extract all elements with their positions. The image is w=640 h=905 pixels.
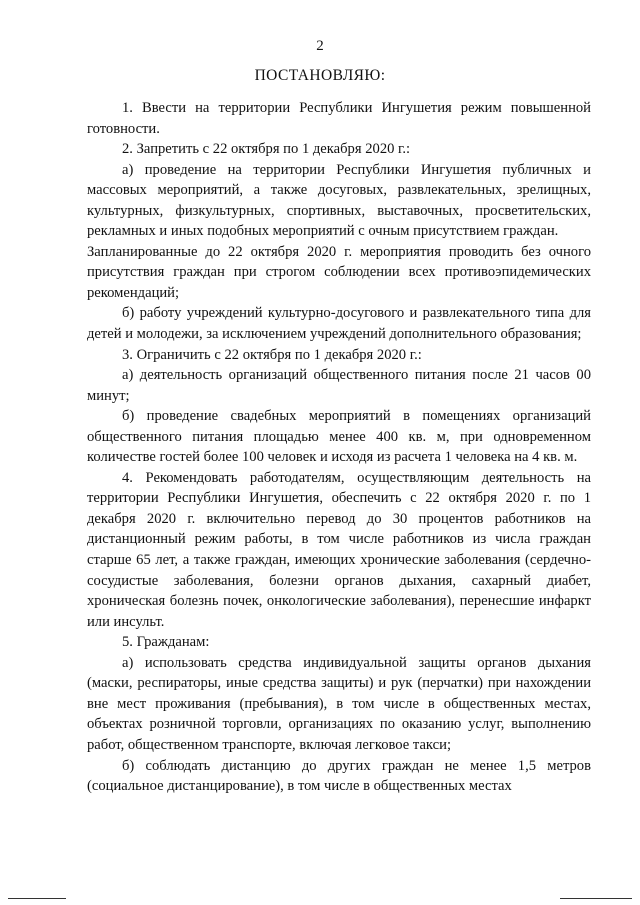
paragraph-2: 2. Запретить с 22 октября по 1 декабря 2020 г.: bbox=[122, 141, 411, 158]
paragraph-2a-continued: Запланированные до 22 октября 2020 г. мероприятия проводить без очного присутствия граждан при строгом соблюдении всех противоэпидемических рекомендаций; bbox=[87, 243, 591, 301]
paragraph-3a: а) деятельность организаций общественного питания после 21 часов 00 минут; bbox=[87, 367, 591, 404]
paragraph-5a: а) использовать средства индивидуальной защиты органов дыхания (маски, респираторы, иные средства защиты) и рук (перчатки) при нахождении вне мест проживания (пребывания), в том числе в общественных местах, объектах розничной торговли, организациях по оказанию услуг, выполнению работ, общественном транспорте, включая легковое такси; bbox=[87, 654, 591, 753]
page-number: 2 bbox=[316, 38, 324, 54]
decree-body bbox=[87, 98, 591, 797]
paragraph-5: 5. Гражданам: bbox=[122, 634, 210, 651]
paragraph-3: 3. Ограничить с 22 октября по 1 декабря 2020 г.: bbox=[122, 346, 422, 363]
paragraph-1: 1. Ввести на территории Республики Ингушетия режим повышенной готовности. bbox=[87, 100, 591, 137]
paragraph-2a: а) проведение на территории Республики Ингушетия публичных и массовых мероприятий, а также досуговых, развлекательных, зрелищных, культурных, физкультурных, спортивных, выставочных, просветительских, рекламных и иных подобных мероприятий с очным присутствием граждан. bbox=[87, 161, 591, 240]
scan-mark-right bbox=[560, 898, 632, 899]
paragraph-5b: б) соблюдать дистанцию до других граждан не менее 1,5 метров (социальное дистанцирование), в том числе в общественных местах bbox=[87, 757, 591, 795]
paragraph-4: 4. Рекомендовать работодателям, осуществляющим деятельность на территории Республики Ингушетия, обеспечить с 22 октября 2020 г. по 1 декабря 2020 г. включительно перевод до 30 процентов работников на дистанционный режим работы, в том числе работников из числа граждан старше 65 лет, а также граждан, имеющих хронические заболевания (сердечно-сосудистые заболевания, болезни органов дыхания, сахарный диабет, хроническая болезнь почек, онкологические заболевания), перенесшие инфаркт или инсульт. bbox=[87, 469, 591, 630]
paragraph-2b: б) работу учреждений культурно-досугового и развлекательного типа для детей и молодежи, за исключением учреждений дополнительного образования; bbox=[87, 305, 591, 343]
paragraph-3b: б) проведение свадебных мероприятий в помещениях организаций общественного питания площадью менее 400 кв. м, при одновременном количестве гостей более 100 человек и исходя из расчета 1 человека на 4 кв. м. bbox=[87, 408, 591, 466]
decree-heading: ПОСТАНОВЛЯЮ: bbox=[254, 67, 386, 84]
scan-mark-left bbox=[8, 898, 66, 899]
